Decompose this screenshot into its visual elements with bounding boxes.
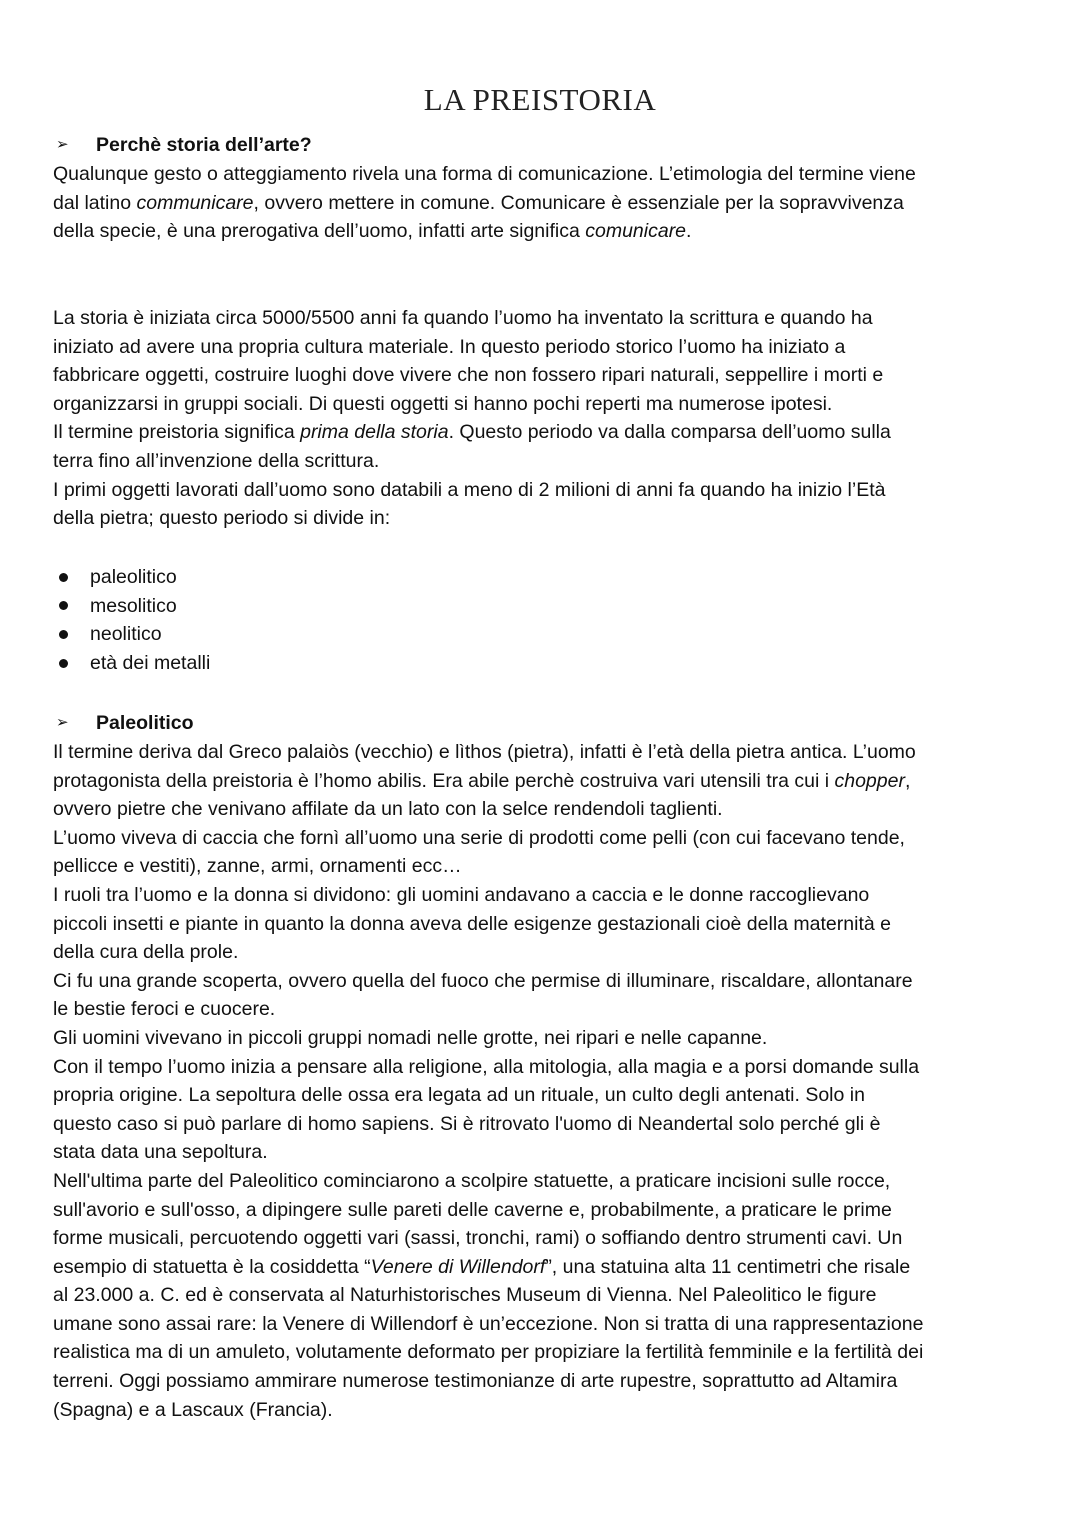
text-line — [53, 333, 1053, 362]
text-run: , — [904, 769, 911, 792]
text-run: , ovvero mettere in comune. Comunicare è essenziale per la sopravvivenza — [253, 191, 904, 214]
text-run: terreni. Oggi possiamo ammirare numerose testimonianze di arte rupestre, soprattutto ad Altamira — [53, 1370, 898, 1393]
periods-list — [56, 563, 210, 677]
text-run: della pietra; questo periodo si divide in: — [53, 507, 391, 530]
text-line — [53, 938, 1053, 967]
text-line — [53, 738, 1053, 767]
text-line — [53, 1224, 1053, 1253]
list-item-text: età dei metalli — [90, 651, 211, 674]
text-line — [53, 1253, 1053, 1282]
text-line — [53, 995, 1053, 1024]
text-run: della cura della prole. — [53, 941, 239, 964]
text-line — [53, 852, 1053, 881]
list-item — [56, 563, 210, 592]
text-line — [53, 189, 1053, 218]
text-run: ovvero pietre che venivano affilate da un lato con la selce rendendoli taglienti. — [53, 798, 723, 821]
text-line — [53, 881, 1053, 910]
text-line — [53, 1167, 1053, 1196]
text-run: fabbricare oggetti, costruire luoghi dove vivere che non fossero ripari naturali, seppellire i morti e — [53, 364, 884, 387]
text-line — [53, 217, 1053, 246]
text-run: ”, una statuina alta 11 centimetri che risale — [545, 1255, 911, 1278]
section-heading-text: Paleolitico — [96, 712, 194, 734]
text-run: piccoli insetti e piante in quanto la donna aveva delle esigenze gestazionali cioè della maternità e — [53, 912, 891, 935]
bullet-dot-icon — [59, 573, 68, 582]
page-title: LA PREISTORIA — [423, 82, 657, 117]
text-line — [53, 160, 1053, 189]
text-run: iniziato ad avere una propria cultura materiale. In questo periodo storico l’uomo ha iniziato a — [53, 335, 846, 358]
bullet-dot-icon — [59, 659, 68, 668]
list-item — [56, 620, 210, 649]
text-run: le bestie feroci e cuocere. — [53, 998, 276, 1021]
text-run: forme musicali, percuotendo oggetti vari (sassi, tronchi, rami) o soffiando dentro strumenti cavi. Un — [53, 1227, 903, 1250]
text-line — [53, 910, 1053, 939]
bullet-dot-icon — [59, 630, 68, 639]
text-line — [53, 1081, 1053, 1110]
list-item — [56, 592, 210, 621]
bullet-dot-icon — [59, 601, 68, 610]
text-line — [53, 1281, 1053, 1310]
text-line — [53, 1396, 1053, 1425]
text-run: protagonista della preistoria è l’homo abilis. Era abile perchè costruiva vari utensili tra cui i — [53, 769, 835, 792]
text-run: (Spagna) e a Lascaux (Francia). — [53, 1398, 333, 1421]
italic-term: comunicare — [585, 220, 687, 243]
text-run: sull'avorio e sull'osso, a dipingere sulle pareti delle caverne e, probabilmente, a praticare le prime — [53, 1198, 892, 1221]
arrowhead-bullet-icon: ➢ — [56, 714, 69, 731]
text-line — [53, 504, 1053, 533]
paragraph-intro — [53, 160, 1053, 246]
text-run: pellicce e vestiti), zanne, armi, ornamenti ecc… — [53, 855, 462, 878]
paragraph-paleolitico — [53, 738, 1053, 1424]
text-run: questo caso si può parlare di homo sapiens. Si è ritrovato l'uomo di Neandertal solo perché gli è — [53, 1112, 881, 1135]
text-line — [53, 1338, 1053, 1367]
text-line — [53, 476, 1053, 505]
text-run: realistica ma di un amuleto, volutamente deformato per propiziare la fertilità femminile e la fertilità dei — [53, 1341, 924, 1364]
section-heading-text: Perchè storia dell’arte? — [96, 134, 312, 156]
text-line — [53, 1110, 1053, 1139]
text-run: Il termine deriva dal Greco palaiòs (vecchio) e lìthos (pietra), infatti è l’età della pietra antica. L’uomo — [53, 741, 916, 763]
text-line — [53, 390, 1053, 419]
text-run: propria origine. La sepoltura delle ossa era legata ad un rituale, un culto degli antenati. Solo in — [53, 1084, 865, 1107]
text-line — [53, 1138, 1053, 1167]
text-run: della specie, è una prerogativa dell’uomo, infatti arte significa — [53, 220, 586, 243]
text-line — [53, 1310, 1053, 1339]
text-run: . — [686, 220, 692, 243]
italic-term: Venere di Willendorf — [370, 1255, 546, 1278]
text-line — [53, 447, 1053, 476]
text-run: organizzarsi in gruppi sociali. Di questi oggetti si hanno pochi reperti ma numerose ipotesi. — [53, 392, 833, 415]
text-run: esempio di statuetta è la cosiddetta “ — [53, 1255, 371, 1278]
text-run: al 23.000 a. C. ed è conservata al Naturhistorisches Museum di Vienna. Nel Paleolitico le figure — [53, 1284, 877, 1307]
list-item-text: neolitico — [90, 623, 162, 646]
text-line — [53, 824, 1053, 853]
text-run: Ci fu una grande scoperta, ovvero quella del fuoco che permise di illuminare, riscaldare, allontanare — [53, 969, 913, 992]
text-line — [53, 361, 1053, 390]
list-item — [56, 649, 210, 678]
text-line — [53, 418, 1053, 447]
text-run: La storia è iniziata circa 5000/5500 anni fa quando l’uomo ha inventato la scrittura e quando ha — [53, 307, 873, 329]
section-heading-paleolitico — [52, 709, 194, 737]
text-run: Nell'ultima parte del Paleolitico cominciarono a scolpire statuette, a praticare incisioni sulle rocce, — [53, 1169, 891, 1192]
text-run: Gli uomini vivevano in piccoli gruppi nomadi nelle grotte, nei ripari e nelle capanne. — [53, 1026, 768, 1049]
text-run: stata data una sepoltura. — [53, 1141, 268, 1164]
text-run: terra fino all’invenzione della scrittura. — [53, 449, 380, 472]
text-line — [53, 1053, 1053, 1082]
section-heading-perche-storia-arte — [52, 131, 312, 159]
text-line — [53, 304, 1053, 333]
arrowhead-bullet-icon: ➢ — [56, 136, 69, 153]
text-line — [53, 1024, 1053, 1053]
text-run: Qualunque gesto o atteggiamento rivela una forma di comunicazione. L’etimologia del termine viene — [53, 163, 916, 185]
italic-term: chopper — [834, 769, 905, 792]
text-run: umane sono assai rare: la Venere di Willendorf è un’eccezione. Non si tratta di una rappresentazione — [53, 1312, 924, 1335]
list-item-text: mesolitico — [90, 594, 177, 617]
text-run: Con il tempo l’uomo inizia a pensare alla religione, alla mitologia, alla magia e a porsi domande sulla — [53, 1055, 920, 1078]
italic-term: communicare — [136, 191, 254, 214]
italic-term: prima della storia — [300, 421, 449, 444]
paragraph-storia — [53, 304, 1053, 533]
text-run: L’uomo viveva di caccia che fornì all’uomo una serie di prodotti come pelli (con cui facevano tende, — [53, 826, 905, 849]
text-line — [53, 1196, 1053, 1225]
text-run: Il termine preistoria significa — [53, 421, 301, 444]
text-line — [53, 795, 1053, 824]
text-line — [53, 1367, 1053, 1396]
text-line — [53, 767, 1053, 796]
text-run: I ruoli tra l’uomo e la donna si dividono: gli uomini andavano a caccia e le donne raccoglievano — [53, 883, 870, 906]
text-run: dal latino — [53, 191, 137, 214]
text-run: I primi oggetti lavorati dall’uomo sono databili a meno di 2 milioni di anni fa quando ha inizio l’Età — [53, 478, 886, 501]
text-line — [53, 967, 1053, 996]
text-run: . Questo periodo va dalla comparsa dell’uomo sulla — [448, 421, 891, 444]
list-item-text: paleolitico — [90, 566, 177, 588]
